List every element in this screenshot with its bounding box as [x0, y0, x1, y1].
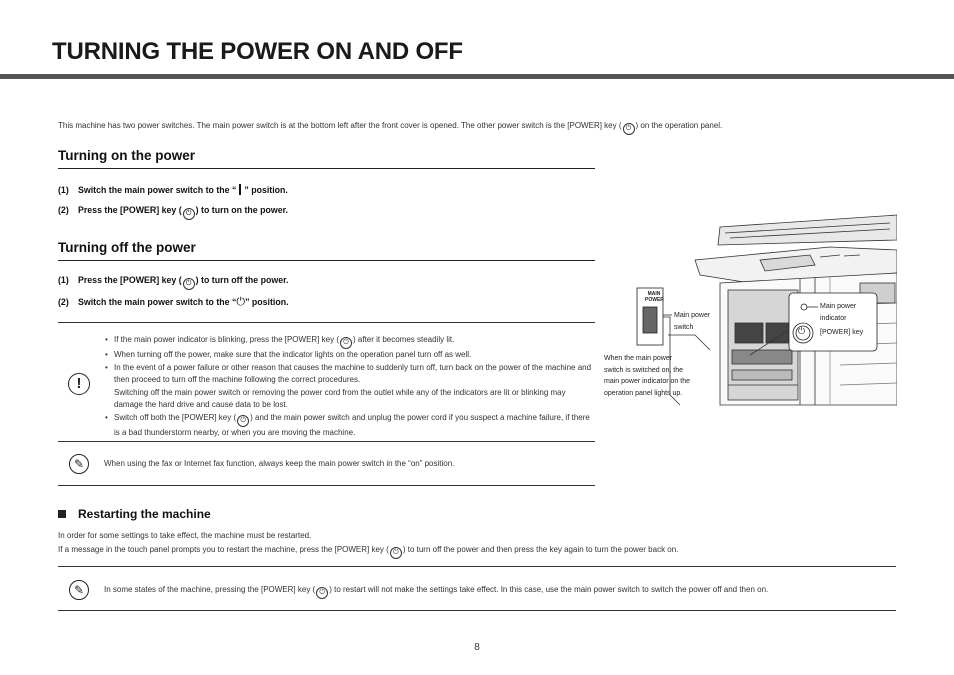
off-position-icon: ⏻	[236, 296, 246, 308]
power-icon: ⏻	[183, 278, 195, 290]
power-icon: ⏻	[623, 123, 635, 135]
on-step-2: (2) Press the [POWER] key ( ⏻ ) to turn on the power.	[58, 205, 288, 220]
power-icon: ⏻	[316, 587, 328, 599]
note2-top-rule	[58, 566, 896, 567]
note2-bottom-rule	[58, 610, 896, 611]
heading-turning-on: Turning on the power	[58, 148, 195, 163]
heading-restarting: Restarting the machine	[58, 507, 211, 521]
intro-text: This machine has two power switches. The main power switch is at the bottom left after the front cover is opened. The other power switch is the [POWER] key ( ⏻ ) on the operation panel.	[58, 121, 722, 135]
switch-plate-label: MAIN POWER	[645, 291, 664, 303]
off-step-2: (2) Switch the main power switch to the “⏻” position.	[58, 296, 289, 308]
heading-turning-off: Turning off the power	[58, 240, 196, 255]
page-number: 8	[474, 642, 480, 653]
square-bullet-icon	[58, 510, 66, 518]
title-rule	[0, 74, 954, 79]
callout-main-power-indicator: Main power indicator	[820, 303, 857, 322]
pencil-icon: ✎	[69, 580, 89, 600]
figure-caption: When the main power switch is switched on, the main power indicator on the operation panel lights up.	[604, 355, 690, 397]
on-step-1: (1) Switch the main power switch to the “ ” position.	[58, 185, 288, 195]
heading-rule	[58, 168, 595, 169]
page-title: TURNING THE POWER ON AND OFF	[52, 38, 463, 65]
caution-item: • When turning off the power, make sure that the indicator lights on the operation panel turn off as well.	[114, 349, 594, 362]
on-position-icon	[239, 184, 241, 195]
callout-main-power-switch: Main power switch	[674, 312, 711, 331]
power-icon: ⏻	[183, 208, 195, 220]
callout-power-key: [POWER] key	[820, 329, 864, 336]
caution-item: • If the main power indicator is blinking, press the [POWER] key ( ⏻ ) after it becomes steadily lit.	[114, 334, 594, 349]
heading-rule	[58, 260, 595, 261]
power-icon: ⏻	[798, 326, 806, 336]
restart-line-1: In order for some settings to take effect, the machine must be restarted.	[58, 531, 312, 540]
caution-item: • In the event of a power failure or other reason that causes the machine to suddenly turn off, turn back on the power of the machine and then proceed to turn off the machine following the correct procedures. Switching off the main power switch or removing the power cord from the outlet while any of the indicators are lit or blinking may damage the hard drive and cause data to be lost.	[114, 362, 594, 412]
caution-bottom-rule	[58, 441, 595, 442]
restart-line-2: If a message in the touch panel prompts you to restart the machine, press the [POWER] key ( ⏻ ) to turn off the power and then press the key again to turn the power back on.	[58, 545, 678, 559]
caution-icon: !	[68, 373, 90, 395]
caution-list	[104, 334, 594, 440]
note-restart: In some states of the machine, pressing the [POWER] key ( ⏻ ) to restart will not make the settings take effect. In this case, use the main power switch to switch the power off and then on.	[104, 585, 768, 599]
pencil-icon: ✎	[69, 454, 89, 474]
note-fax: When using the fax or Internet fax function, always keep the main power switch in the “on” position.	[104, 459, 455, 468]
power-icon: ⏻	[390, 547, 402, 559]
off-step-1: (1) Press the [POWER] key ( ⏻ ) to turn off the power.	[58, 275, 289, 290]
power-icon: ⏻	[340, 337, 352, 349]
note-bottom-rule	[58, 485, 595, 486]
caution-item: • Switch off both the [POWER] key ( ⏻ ) and the main power switch and unplug the power cord if you suspect a machine failure, if there is a bad thunderstorm nearby, or when you are moving the machine.	[114, 412, 594, 440]
caution-top-rule	[58, 322, 595, 323]
power-icon: ⏻	[237, 415, 249, 427]
